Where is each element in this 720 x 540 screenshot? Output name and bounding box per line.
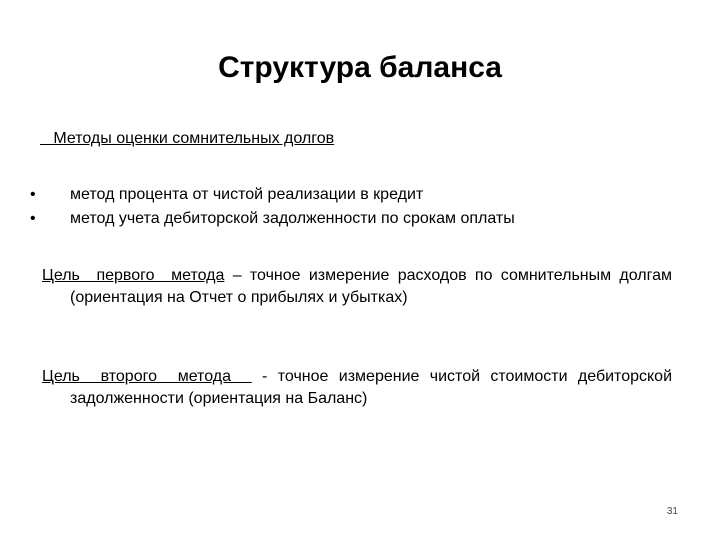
subtitle — [40, 128, 334, 150]
page-number: 31 — [666, 506, 678, 517]
slide-title: Структура баланса — [218, 51, 502, 84]
method-word: метода — [177, 368, 231, 385]
goal-word: Цель — [42, 368, 80, 385]
list-item — [30, 207, 515, 231]
goal-word: Цель — [42, 267, 80, 284]
methods-list — [30, 183, 515, 231]
bullet-text: метод учета дебиторской задолженности по срокам оплаты — [70, 210, 515, 227]
bullet-text: метод процента от чистой реализации в кредит — [70, 186, 424, 203]
ordinal-word: первого — [96, 267, 155, 284]
subtitle-lead — [40, 130, 53, 147]
goal-description: – точное измерение расходов по сомнительным долгам (ориентация на Отчет о прибылях и убытках) — [70, 267, 673, 306]
ordinal-word: второго — [100, 368, 157, 385]
bullet-marker: • — [30, 210, 36, 227]
goal-first-method — [42, 265, 672, 309]
goal-second-method — [42, 366, 672, 410]
subtitle-text: Методы оценки сомнительных долгов — [53, 130, 335, 147]
method-word: метода — [171, 267, 225, 284]
bullet-marker: • — [30, 186, 36, 203]
list-item — [30, 183, 515, 207]
goal-description: - точное измерение чистой стоимости дебиторской задолженности (ориентация на Баланс) — [70, 368, 673, 407]
